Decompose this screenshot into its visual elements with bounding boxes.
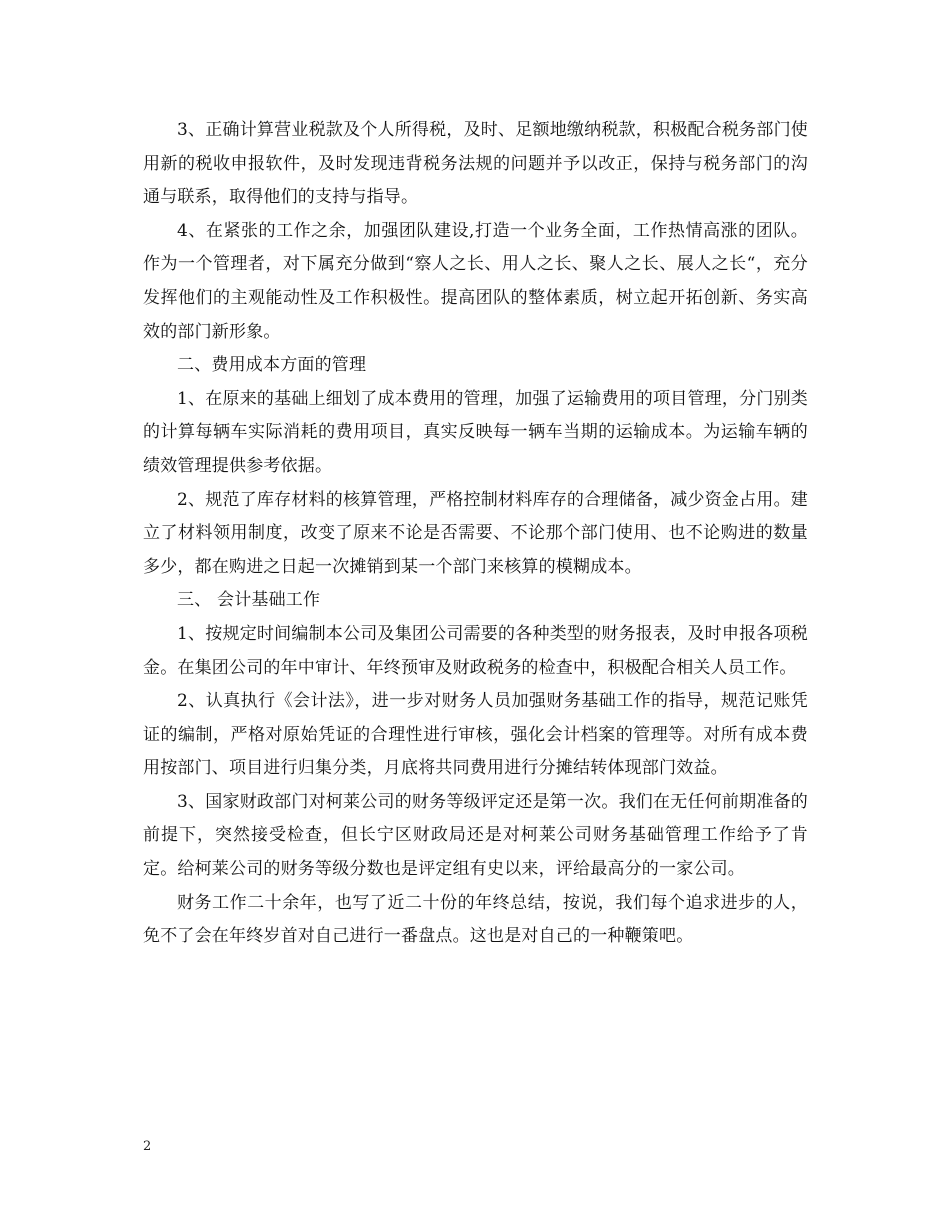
page-number: 2 xyxy=(143,1139,152,1154)
paragraph-accounting-2: 2、认真执行《会计法》，进一步对财务人员加强财务基础工作的指导，规范记账凭证的编制，严格对原始凭证的合理性进行审核，强化会计档案的管理等。对所有成本费用按部门、项目进行归集分类，月底将共同费用进行分摊结转体现部门效益。 xyxy=(143,691,808,779)
document-page xyxy=(143,114,808,954)
paragraph-conclusion: 财务工作二十余年，也写了近二十份的年终总结，按说，我们每个追求进步的人，免不了会在年终岁首对自己进行一番盘点。这也是对自己的一种鞭策吧。 xyxy=(143,892,808,947)
paragraph-accounting-3: 3、国家财政部门对柯莱公司的财务等级评定还是第一次。我们在无任何前期准备的前提下，突然接受检查，但长宁区财政局还是对柯莱公司财务基础管理工作给予了肯定。给柯莱公司的财务等级分数也是评定组有史以来，评给最高分的一家公司。 xyxy=(143,791,808,880)
paragraph-accounting-1: 1、按规定时间编制本公司及集团公司需要的各种类型的财务报表，及时申报各项税金。在集团公司的年中审计、年终预审及财政税务的检查中，积极配合相关人员工作。 xyxy=(143,623,808,678)
section-heading-cost: 二、费用成本方面的管理 xyxy=(177,355,367,376)
section-heading-accounting: 三、 会计基础工作 xyxy=(177,590,321,611)
paragraph-cost-2: 2、规范了库存材料的核算管理，严格控制材料库存的合理储备，减少资金占用。建立了材料领用制度，改变了原来不论是否需要、不论那个部门使用、也不论购进的数量多少，都在购进之日起一次摊销到某一个部门来核算的模糊成本。 xyxy=(143,489,808,577)
paragraph-team: 4、在紧张的工作之余，加强团队建设,打造一个业务全面，工作热情高涨的团队。作为一个管理者，对下属充分做到“察人之长、用人之长、聚人之长、展人之长“，充分发挥他们的主观能动性及工作积极性。提高团队的整体素质，树立起开拓创新、务实高效的部门新形象。 xyxy=(143,220,808,342)
paragraph-cost-1: 1、在原来的基础上细划了成本费用的管理，加强了运输费用的项目管理，分门别类的计算每辆车实际消耗的费用项目，真实反映每一辆车当期的运输成本。为运输车辆的绩效管理提供参考依据。 xyxy=(143,388,808,476)
paragraph-tax: 3、正确计算营业税款及个人所得税，及时、足额地缴纳税款，积极配合税务部门使用新的税收申报软件，及时发现违背税务法规的问题并予以改正，保持与税务部门的沟通与联系，取得他们的支持与指导。 xyxy=(143,120,808,208)
